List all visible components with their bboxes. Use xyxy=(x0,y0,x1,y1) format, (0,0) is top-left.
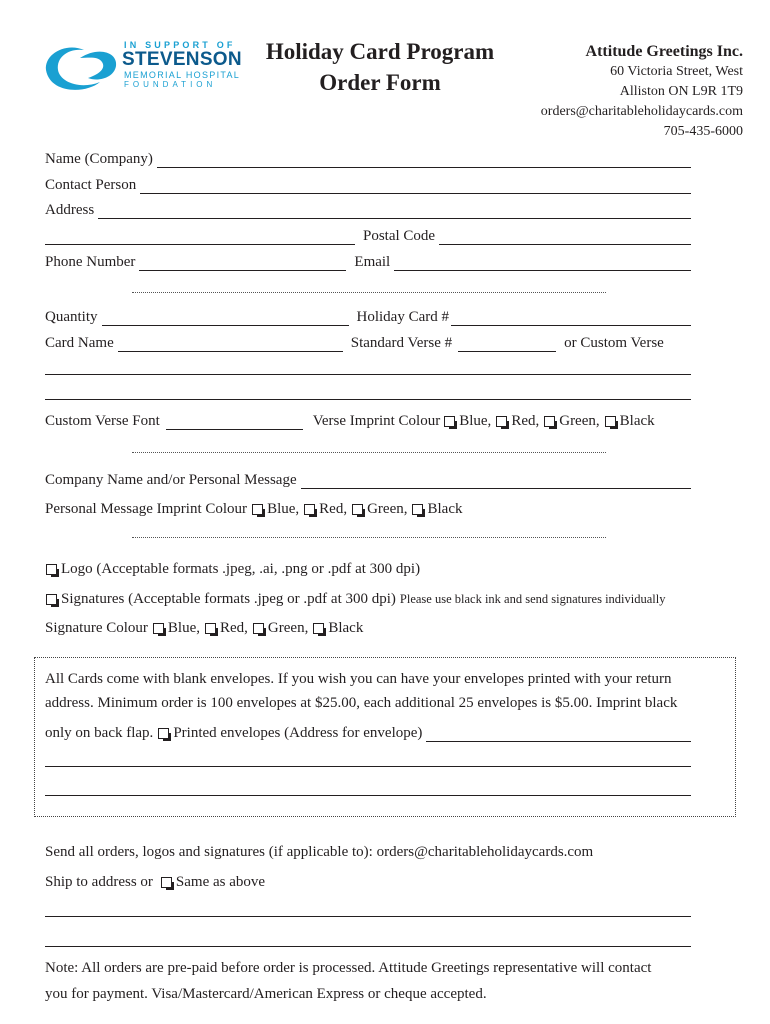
ship-row xyxy=(45,869,691,891)
envelope-text1: All Cards come with blank envelopes. If you wish you can have your envelopes printed with your return xyxy=(45,671,672,687)
custom-verse-line1[interactable] xyxy=(45,374,691,375)
verse-green-checkbox[interactable] xyxy=(544,416,555,427)
quantity-row xyxy=(45,304,691,326)
verse-black-label: Black xyxy=(619,413,655,429)
personal-blue-checkbox[interactable] xyxy=(252,504,263,515)
ship-label: Ship to address or xyxy=(45,874,153,890)
verse-red-label: Red, xyxy=(511,413,540,429)
personal-black-label: Black xyxy=(427,501,463,517)
address-line2-field[interactable] xyxy=(45,231,355,245)
signature-colour-row xyxy=(45,615,691,637)
logo-line2: STEVENSON xyxy=(122,49,242,70)
logo-option-label: Logo (Acceptable formats .jpeg, .ai, .png or .pdf at 300 dpi) xyxy=(61,561,421,577)
card-name-field[interactable] xyxy=(118,338,343,352)
standard-verse-label: Standard Verse # xyxy=(350,335,453,351)
envelope-line3 xyxy=(45,720,691,742)
signatures-option-row xyxy=(45,586,691,608)
personal-green-label: Green, xyxy=(367,501,408,517)
contact-field[interactable] xyxy=(140,180,691,194)
card-name-label: Card Name xyxy=(45,335,114,351)
envelope-line1 xyxy=(45,666,735,688)
contact-row xyxy=(45,172,691,194)
custom-verse-line2[interactable] xyxy=(45,399,691,400)
divider xyxy=(132,452,606,453)
same-as-above-checkbox[interactable] xyxy=(161,877,172,888)
personal-blue-label: Blue, xyxy=(267,501,300,517)
signature-blue-checkbox[interactable] xyxy=(153,623,164,634)
divider xyxy=(132,537,606,538)
signature-red-checkbox[interactable] xyxy=(205,623,216,634)
personal-black-checkbox[interactable] xyxy=(412,504,423,515)
personal-colour-row xyxy=(45,496,691,518)
logo-checkbox[interactable] xyxy=(46,564,57,575)
phone-field[interactable] xyxy=(139,257,346,271)
personal-red-label: Red, xyxy=(319,501,348,517)
signatures-note: Please use black ink and send signatures individually xyxy=(399,592,666,606)
signature-black-checkbox[interactable] xyxy=(313,623,324,634)
custom-font-label: Custom Verse Font xyxy=(45,413,160,429)
email-label: Email xyxy=(354,254,391,270)
logo-line1: IN SUPPORT OF xyxy=(124,40,236,50)
envelope-address-field[interactable] xyxy=(426,728,691,742)
envelope-address-line2[interactable] xyxy=(45,766,691,767)
address-row xyxy=(45,197,691,219)
foundation-logo xyxy=(40,40,245,96)
name-row xyxy=(45,146,691,168)
signature-green-checkbox[interactable] xyxy=(253,623,264,634)
holiday-card-label: Holiday Card # xyxy=(356,309,449,325)
address-field[interactable] xyxy=(98,205,691,219)
postal-field[interactable] xyxy=(439,231,691,245)
same-as-above-label: Same as above xyxy=(175,874,266,890)
email-field[interactable] xyxy=(394,257,691,271)
envelope-line2 xyxy=(45,690,735,712)
contact-label: Contact Person xyxy=(45,177,137,193)
send-row xyxy=(45,839,691,861)
company-phone: 705-435-6000 xyxy=(663,124,743,139)
company-street: 60 Victoria Street, West xyxy=(610,64,743,79)
envelope-text2: address. Minimum order is 100 envelopes at $25.00, each additional 25 envelopes is $5.00. Imprint black xyxy=(45,695,678,711)
note-text1: Note: All orders are pre-paid before order is processed. Attitude Greetings representative will contact xyxy=(45,960,652,976)
logo-line4: FOUNDATION xyxy=(124,80,217,89)
name-field[interactable] xyxy=(157,154,691,168)
verse-blue-checkbox[interactable] xyxy=(444,416,455,427)
card-name-row xyxy=(45,330,691,352)
phone-label: Phone Number xyxy=(45,254,136,270)
note-line1 xyxy=(45,955,735,977)
company-email: orders@charitableholidaycards.com xyxy=(540,104,743,119)
note-line2 xyxy=(45,981,735,1003)
title-line2: Order Form xyxy=(319,70,441,95)
postal-row xyxy=(45,223,691,245)
personal-red-checkbox[interactable] xyxy=(304,504,315,515)
custom-font-field[interactable] xyxy=(166,416,303,430)
verse-green-label: Green, xyxy=(559,413,600,429)
title-line1: Holiday Card Program xyxy=(265,39,495,64)
personal-green-checkbox[interactable] xyxy=(352,504,363,515)
verse-blue-label: Blue, xyxy=(459,413,492,429)
signature-colour-label: Signature Colour xyxy=(45,620,148,636)
signature-green-label: Green, xyxy=(267,620,309,636)
logo-option-row xyxy=(45,556,691,578)
quantity-field[interactable] xyxy=(102,312,349,326)
verse-black-checkbox[interactable] xyxy=(605,416,616,427)
envelope-text3: only on back flap. xyxy=(45,725,154,741)
ship-address-line1[interactable] xyxy=(45,916,691,917)
ship-address-line2[interactable] xyxy=(45,946,691,947)
verse-colour-label: Verse Imprint Colour xyxy=(312,413,441,429)
signature-blue-label: Blue, xyxy=(167,620,200,636)
standard-verse-field[interactable] xyxy=(458,338,556,352)
personal-colour-label: Personal Message Imprint Colour xyxy=(45,501,248,517)
name-label: Name (Company) xyxy=(45,151,153,167)
company-name: Attitude Greetings Inc. xyxy=(585,43,743,60)
printed-envelopes-label: Printed envelopes (Address for envelope) xyxy=(173,725,423,741)
divider xyxy=(132,292,606,293)
company-msg-row xyxy=(45,467,691,489)
form-title xyxy=(250,36,510,98)
logo-line3: MEMORIAL HOSPITAL xyxy=(124,70,241,80)
company-city: Alliston ON L9R 1T9 xyxy=(619,84,743,99)
font-row xyxy=(45,408,691,430)
address-label: Address xyxy=(45,202,95,218)
note-text2: you for payment. Visa/Mastercard/American Express or cheque accepted. xyxy=(45,986,487,1002)
signatures-option-label: Signatures (Acceptable formats .jpeg or .pdf at 300 dpi) xyxy=(61,591,396,607)
printed-envelopes-checkbox[interactable] xyxy=(158,728,169,739)
company-msg-label: Company Name and/or Personal Message xyxy=(45,472,297,488)
verse-red-checkbox[interactable] xyxy=(496,416,507,427)
company-block xyxy=(541,42,743,142)
quantity-label: Quantity xyxy=(45,309,98,325)
holiday-card-field[interactable] xyxy=(451,312,691,326)
custom-verse-label: or Custom Verse xyxy=(564,335,664,351)
envelope-address-line3[interactable] xyxy=(45,795,691,796)
phone-row xyxy=(45,249,691,271)
logo-swoosh-icon xyxy=(40,40,120,96)
company-msg-field[interactable] xyxy=(301,475,691,489)
postal-label: Postal Code xyxy=(363,228,436,244)
send-text: Send all orders, logos and signatures (if applicable to): orders@charitableholidaycards.com xyxy=(45,844,594,860)
signatures-checkbox[interactable] xyxy=(46,594,57,605)
signature-black-label: Black xyxy=(328,620,364,636)
signature-red-label: Red, xyxy=(220,620,248,636)
